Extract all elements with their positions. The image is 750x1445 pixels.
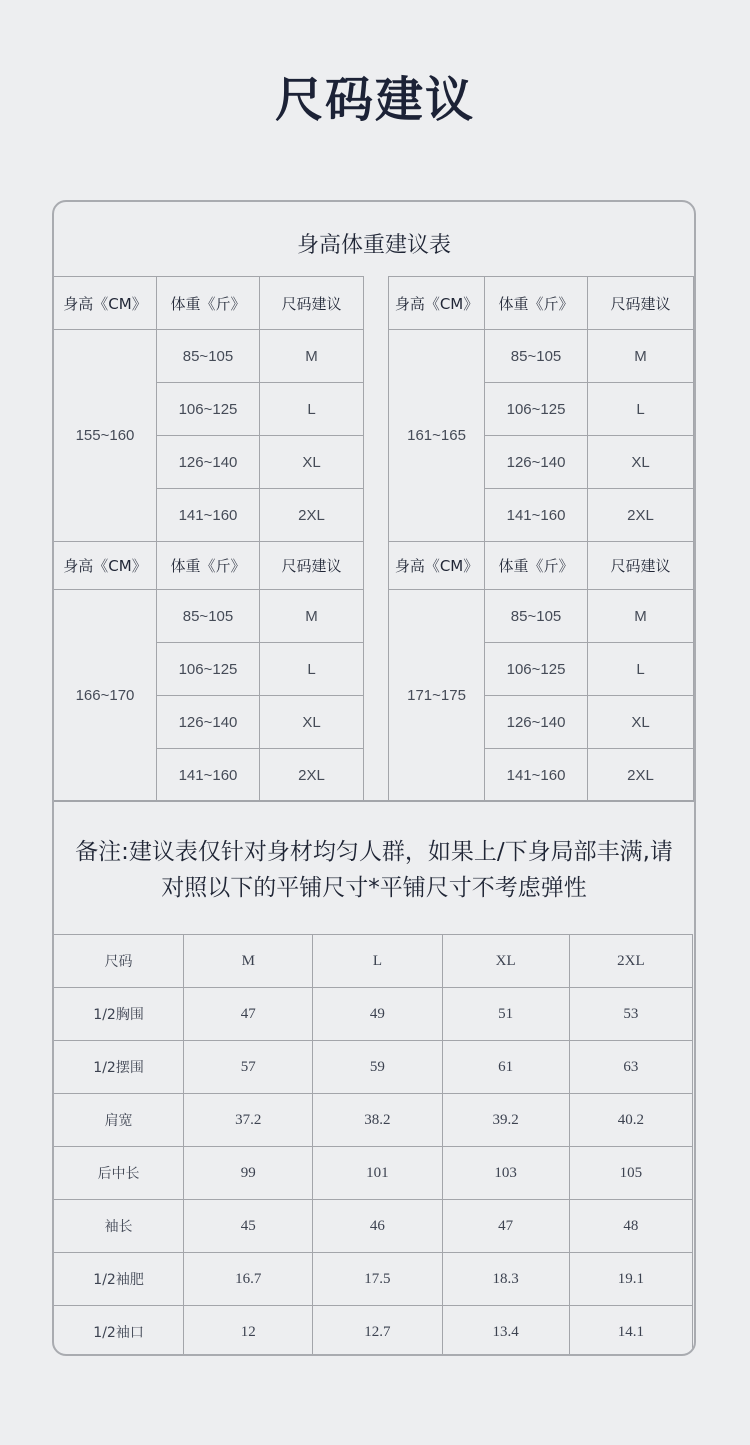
weight-range: 141~160 (157, 489, 260, 542)
measure-value: 40.2 (569, 1094, 692, 1147)
measure-header-cell: 尺码 (54, 935, 184, 988)
height-range: 161~165 (389, 330, 485, 542)
header-size: 尺码建议 (260, 542, 364, 590)
weight-range: 85~105 (157, 330, 260, 383)
header-weight: 体重《斤》 (157, 542, 260, 590)
size-value: L (260, 643, 364, 696)
weight-range: 106~125 (485, 383, 588, 436)
size-value: M (587, 330, 693, 383)
height-weight-table-1 (53, 276, 364, 542)
size-guide-card (52, 200, 696, 1356)
table-row (54, 1253, 693, 1306)
table-row (54, 1306, 693, 1357)
measure-label: 1/2袖肥 (54, 1253, 184, 1306)
measure-value: 16.7 (184, 1253, 313, 1306)
weight-range: 126~140 (485, 696, 588, 749)
size-value: XL (587, 696, 693, 749)
weight-range: 85~105 (485, 330, 588, 383)
measure-value: 38.2 (313, 1094, 442, 1147)
measure-value: 37.2 (184, 1094, 313, 1147)
header-height: 身高《CM》 (54, 277, 157, 330)
height-range: 171~175 (389, 590, 485, 802)
size-value: 2XL (587, 749, 693, 802)
table-row (54, 1041, 693, 1094)
table-row (54, 1094, 693, 1147)
weight-range: 141~160 (485, 749, 588, 802)
header-size: 尺码建议 (260, 277, 364, 330)
measure-value: 59 (313, 1041, 442, 1094)
measure-label: 肩宽 (54, 1094, 184, 1147)
header-size: 尺码建议 (587, 277, 693, 330)
header-size: 尺码建议 (587, 542, 693, 590)
header-weight: 体重《斤》 (485, 277, 588, 330)
weight-range: 106~125 (157, 643, 260, 696)
measure-header-cell: 2XL (569, 935, 692, 988)
weight-range: 126~140 (157, 696, 260, 749)
section-divider (54, 800, 694, 802)
measure-value: 51 (442, 988, 569, 1041)
measurement-header-row (54, 935, 693, 988)
weight-range: 126~140 (157, 436, 260, 489)
size-value: M (587, 590, 693, 643)
table-row (54, 988, 693, 1041)
measure-label: 1/2胸围 (54, 988, 184, 1041)
measure-value: 47 (184, 988, 313, 1041)
weight-range: 85~105 (485, 590, 588, 643)
height-weight-table-4 (388, 541, 694, 802)
measure-value: 14.1 (569, 1306, 692, 1357)
weight-range: 106~125 (157, 383, 260, 436)
table-row (54, 1147, 693, 1200)
note-text: 备注:建议表仅针对身材均匀人群，如果上/下身局部丰满,请对照以下的平铺尺寸*平铺尺寸不考虑弹性 (75, 839, 673, 901)
measure-value: 103 (442, 1147, 569, 1200)
measure-value: 57 (184, 1041, 313, 1094)
measure-value: 61 (442, 1041, 569, 1094)
weight-range: 126~140 (485, 436, 588, 489)
height-range: 155~160 (54, 330, 157, 542)
measure-value: 17.5 (313, 1253, 442, 1306)
measure-value: 49 (313, 988, 442, 1041)
weight-range: 141~160 (157, 749, 260, 802)
header-height: 身高《CM》 (389, 277, 485, 330)
size-value: L (260, 383, 364, 436)
measure-value: 12.7 (313, 1306, 442, 1357)
header-height: 身高《CM》 (54, 542, 157, 590)
weight-range: 141~160 (485, 489, 588, 542)
header-height: 身高《CM》 (389, 542, 485, 590)
measure-label: 1/2袖口 (54, 1306, 184, 1357)
measure-value: 39.2 (442, 1094, 569, 1147)
size-value: L (587, 643, 693, 696)
header-weight: 体重《斤》 (157, 277, 260, 330)
measure-header-cell: M (184, 935, 313, 988)
header-weight: 体重《斤》 (485, 542, 588, 590)
size-value: 2XL (260, 489, 364, 542)
measure-value: 19.1 (569, 1253, 692, 1306)
measure-value: 46 (313, 1200, 442, 1253)
size-value: XL (587, 436, 693, 489)
measure-label: 后中长 (54, 1147, 184, 1200)
measure-value: 48 (569, 1200, 692, 1253)
size-value: L (587, 383, 693, 436)
measure-value: 105 (569, 1147, 692, 1200)
page-title: 尺码建议 (274, 72, 475, 128)
size-value: XL (260, 696, 364, 749)
size-value: M (260, 590, 364, 643)
size-value: XL (260, 436, 364, 489)
measure-value: 47 (442, 1200, 569, 1253)
size-value: 2XL (587, 489, 693, 542)
size-value: M (260, 330, 364, 383)
measure-label: 袖长 (54, 1200, 184, 1253)
size-value: 2XL (260, 749, 364, 802)
measure-value: 101 (313, 1147, 442, 1200)
measure-value: 18.3 (442, 1253, 569, 1306)
weight-range: 106~125 (485, 643, 588, 696)
card-title: 身高体重建议表 (296, 233, 451, 258)
weight-range: 85~105 (157, 590, 260, 643)
measurement-table (53, 934, 693, 1356)
measure-value: 63 (569, 1041, 692, 1094)
height-range: 166~170 (54, 590, 157, 802)
measure-header-cell: XL (442, 935, 569, 988)
height-weight-table-2 (388, 276, 694, 542)
height-weight-table-3 (53, 541, 364, 802)
table-row (54, 1200, 693, 1253)
measure-value: 99 (184, 1147, 313, 1200)
measure-value: 45 (184, 1200, 313, 1253)
measure-value: 13.4 (442, 1306, 569, 1357)
measure-header-cell: L (313, 935, 442, 988)
measure-value: 53 (569, 988, 692, 1041)
measure-value: 12 (184, 1306, 313, 1357)
measure-label: 1/2摆围 (54, 1041, 184, 1094)
